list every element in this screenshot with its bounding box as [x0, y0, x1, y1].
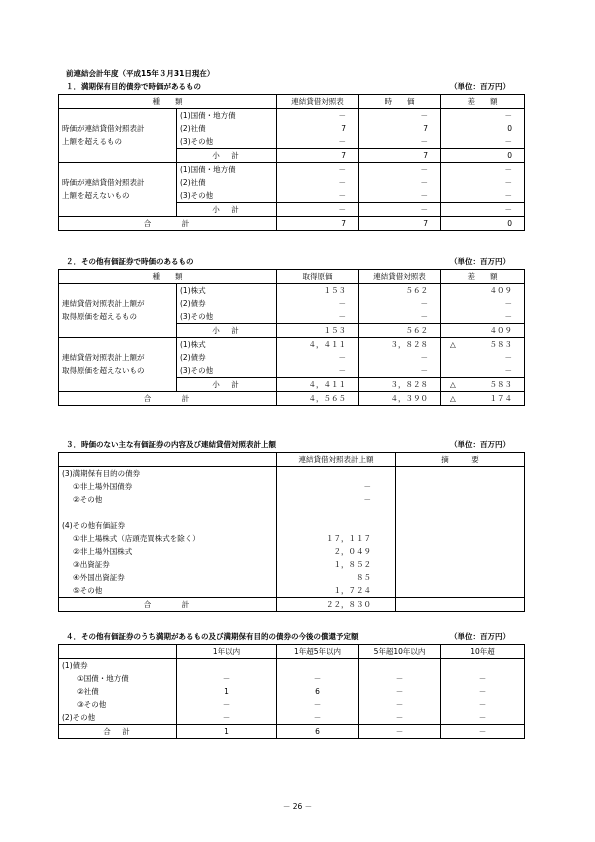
- cell: －: [277, 297, 359, 310]
- cell: [277, 467, 396, 481]
- section2-unit: （単位：百万円）: [450, 257, 510, 266]
- table-row: [59, 467, 525, 481]
- row-label: (3)満期保有目的の債券: [59, 467, 277, 481]
- cell: [441, 392, 525, 406]
- cell: －: [277, 310, 359, 324]
- row-label: ②非上場外国株式: [59, 545, 277, 558]
- cell: －: [359, 135, 441, 149]
- row-type: (1)株式: [177, 338, 277, 352]
- cell: ４０９: [441, 324, 525, 338]
- group-label: 連結貸借対照表計上額が: [59, 351, 177, 364]
- negative-mark: △: [450, 393, 456, 403]
- row-type: (1)国債・地方債: [177, 163, 277, 177]
- subtotal-row: [59, 324, 525, 338]
- cell: －: [359, 203, 441, 217]
- header-cell: 5年超10年以内: [359, 645, 441, 659]
- cell: ４，４１１: [277, 338, 359, 352]
- cell: －: [359, 189, 441, 203]
- row-type: (2)社債: [177, 122, 277, 135]
- cell: 0: [441, 217, 525, 231]
- section2-table: [58, 269, 525, 406]
- row-type: (3)その他: [177, 189, 277, 203]
- cell: 0: [441, 122, 525, 135]
- cell: －: [441, 297, 525, 310]
- cell: ３，８２８: [359, 338, 441, 352]
- header-cell: 10年超: [441, 645, 525, 659]
- negative-mark: △: [450, 339, 456, 349]
- table-row: [59, 122, 525, 135]
- table-row: [59, 163, 525, 177]
- row-label: (1)債券: [59, 659, 177, 673]
- cell: －: [441, 310, 525, 324]
- cell: 1: [177, 725, 277, 739]
- cell: [441, 378, 525, 392]
- cell-value: ５８３: [489, 339, 512, 349]
- table-row: [59, 135, 525, 149]
- total-row: [59, 598, 525, 612]
- cell: [277, 506, 396, 519]
- cell: [277, 659, 359, 673]
- row-type: (2)債券: [177, 351, 277, 364]
- header-cell: 連結貸借対照表計上額: [277, 453, 396, 467]
- cell: －: [277, 189, 359, 203]
- cell: －: [359, 109, 441, 123]
- section2-title: ２．その他有価証券で時価のあるもの: [66, 257, 194, 266]
- section3-table: [58, 452, 525, 612]
- table-row: [59, 672, 525, 685]
- table-row: [59, 176, 525, 189]
- cell: [441, 659, 525, 673]
- header-cell: 種 類: [59, 95, 277, 109]
- cell: 6: [277, 725, 359, 739]
- table-row: [59, 659, 525, 673]
- group-label: 取得原価を超えるもの: [59, 310, 177, 324]
- cell: －: [359, 685, 441, 698]
- period-label: 前連結会計年度（平成15年３月31日現在）: [66, 69, 215, 78]
- cell: －: [359, 176, 441, 189]
- total-label: 合 計: [59, 392, 277, 406]
- table-row: [59, 351, 525, 364]
- table-row: [59, 297, 525, 310]
- section1-unit: （単位：百万円）: [450, 82, 510, 91]
- cell: －: [441, 163, 525, 177]
- row-type: (1)国債・地方債: [177, 109, 277, 123]
- cell: －: [277, 163, 359, 177]
- cell: ４０９: [441, 284, 525, 298]
- cell-value: １７４: [489, 393, 512, 403]
- subtotal-row: [59, 149, 525, 163]
- table-row: [59, 109, 525, 123]
- total-row: [59, 725, 525, 739]
- table-row: [59, 493, 525, 506]
- cell: ４，３９０: [359, 392, 441, 406]
- cell: ５６２: [359, 324, 441, 338]
- group-label: 上額を超えないもの: [59, 189, 177, 203]
- cell: １，７２４: [277, 584, 396, 598]
- table-row: [59, 284, 525, 298]
- cell: －: [441, 685, 525, 698]
- row-label: ②社債: [59, 685, 177, 698]
- cell: －: [441, 364, 525, 378]
- cell: －: [441, 203, 525, 217]
- cell: －: [177, 698, 277, 711]
- cell: －: [441, 698, 525, 711]
- cell: ４，５６５: [277, 392, 359, 406]
- row-label: ①非上場外国債券: [59, 480, 277, 493]
- cell: －: [441, 725, 525, 739]
- section4-title: ４．その他有価証券のうち満期があるもの及び満期保有目的の債券の今後の償還予定額: [66, 632, 359, 641]
- cell: １７，１１７: [277, 532, 396, 545]
- cell: －: [441, 672, 525, 685]
- header-cell: 1年以内: [177, 645, 277, 659]
- header-cell: 1年超5年以内: [277, 645, 359, 659]
- cell: 7: [277, 122, 359, 135]
- cell: 0: [441, 149, 525, 163]
- cell: －: [277, 493, 396, 506]
- table-row: [59, 310, 525, 324]
- table-header-row: [59, 453, 525, 467]
- cell: １５３: [277, 284, 359, 298]
- cell: －: [359, 711, 441, 725]
- cell-value: ５８３: [489, 379, 512, 389]
- group-label: 時価が連結貸借対照表計: [59, 176, 177, 189]
- row-label: ②その他: [59, 493, 277, 506]
- section4-unit: （単位：百万円）: [450, 632, 510, 641]
- row-label: ③その他: [59, 698, 177, 711]
- cell: －: [277, 364, 359, 378]
- row-type: (1)株式: [177, 284, 277, 298]
- cell: 7: [277, 149, 359, 163]
- total-label: 合 計: [59, 725, 177, 739]
- header-cell: 摘 要: [396, 453, 525, 467]
- row-label: ①国債・地方債: [59, 672, 177, 685]
- cell: －: [441, 711, 525, 725]
- cell: ５６２: [359, 284, 441, 298]
- table-row: [59, 532, 525, 545]
- table-row: [59, 545, 525, 558]
- table-row: [59, 685, 525, 698]
- section4-table: [58, 644, 525, 739]
- cell: －: [441, 189, 525, 203]
- table-row: [59, 338, 525, 352]
- row-label: (2)その他: [59, 711, 177, 725]
- row-label: ③出資証券: [59, 558, 277, 571]
- cell: －: [277, 711, 359, 725]
- cell: －: [277, 135, 359, 149]
- subtotal-label: 小 計: [177, 324, 277, 338]
- subtotal-row: [59, 203, 525, 217]
- table-row: [59, 364, 525, 378]
- cell: －: [359, 698, 441, 711]
- cell: [359, 659, 441, 673]
- cell: －: [277, 176, 359, 189]
- header-cell: 差 額: [441, 95, 525, 109]
- cell: －: [359, 672, 441, 685]
- group-label: [59, 163, 177, 177]
- table-row: [59, 558, 525, 571]
- total-row: [59, 392, 525, 406]
- cell: －: [441, 176, 525, 189]
- cell: －: [359, 725, 441, 739]
- cell: －: [277, 672, 359, 685]
- table-header-row: [59, 270, 525, 284]
- cell: －: [441, 109, 525, 123]
- table-header-row: [59, 645, 525, 659]
- row-label: [59, 506, 277, 519]
- cell: －: [441, 351, 525, 364]
- cell: －: [277, 351, 359, 364]
- group-label: 上額を超えるもの: [59, 135, 177, 149]
- cell: 7: [359, 122, 441, 135]
- cell: １，８５２: [277, 558, 396, 571]
- total-row: [59, 217, 525, 231]
- section1-title: １．満期保有目的債券で時価があるもの: [66, 82, 201, 91]
- cell: ８５: [277, 571, 396, 584]
- table-row: [59, 519, 525, 532]
- total-label: 合 計: [59, 217, 277, 231]
- cell: [441, 338, 525, 352]
- group-label: 時価が連結貸借対照表計: [59, 122, 177, 135]
- table-row: [59, 571, 525, 584]
- total-label: 合 計: [59, 598, 277, 612]
- cell: －: [177, 711, 277, 725]
- cell: ３，８２８: [359, 378, 441, 392]
- row-type: (2)社債: [177, 176, 277, 189]
- cell: －: [359, 297, 441, 310]
- cell: －: [359, 163, 441, 177]
- subtotal-label: 小 計: [177, 378, 277, 392]
- row-label: (4)その他有価証券: [59, 519, 277, 532]
- cell: －: [359, 351, 441, 364]
- section3-title: ３．時価のない主な有価証券の内容及び連結貸借対照表計上額: [66, 440, 276, 449]
- group-label: [59, 109, 177, 123]
- header-cell: 連結貸借対照表: [277, 95, 359, 109]
- cell: ２，０４９: [277, 545, 396, 558]
- cell: 6: [277, 685, 359, 698]
- table-row: [59, 711, 525, 725]
- header-cell: 差 額: [441, 270, 525, 284]
- row-label: ④外国出資証券: [59, 571, 277, 584]
- cell: －: [277, 480, 396, 493]
- cell: －: [277, 698, 359, 711]
- cell: １５３: [277, 324, 359, 338]
- negative-mark: △: [450, 379, 456, 389]
- section3-unit: （単位：百万円）: [450, 440, 510, 449]
- row-type: (3)その他: [177, 364, 277, 378]
- cell: [177, 659, 277, 673]
- row-type: (3)その他: [177, 135, 277, 149]
- cell: 1: [177, 685, 277, 698]
- row-type: (3)その他: [177, 310, 277, 324]
- cell: －: [177, 672, 277, 685]
- row-type: (2)債券: [177, 297, 277, 310]
- row-label: ①非上場株式（店頭売買株式を除く）: [59, 532, 277, 545]
- subtotal-label: 小 計: [177, 149, 277, 163]
- page-number: － 26 －: [282, 802, 313, 811]
- cell: －: [359, 364, 441, 378]
- section1-table: [58, 94, 525, 231]
- cell: －: [359, 310, 441, 324]
- cell: －: [277, 203, 359, 217]
- row-label: ⑤その他: [59, 584, 277, 598]
- table-row: [59, 506, 525, 519]
- cell: －: [277, 109, 359, 123]
- table-row: [59, 189, 525, 203]
- table-row: [59, 584, 525, 598]
- cell: [277, 519, 396, 532]
- header-cell: 時 価: [359, 95, 441, 109]
- cell: －: [441, 135, 525, 149]
- header-cell: 種 類: [59, 270, 277, 284]
- cell: 7: [359, 149, 441, 163]
- cell: 7: [359, 217, 441, 231]
- header-cell: 連結貸借対照表: [359, 270, 441, 284]
- header-cell: 取得原価: [277, 270, 359, 284]
- group-label: 取得原価を超えないもの: [59, 364, 177, 378]
- table-row: [59, 698, 525, 711]
- cell: ４，４１１: [277, 378, 359, 392]
- subtotal-label: 小 計: [177, 203, 277, 217]
- table-header-row: [59, 95, 525, 109]
- table-row: [59, 480, 525, 493]
- subtotal-row: [59, 378, 525, 392]
- cell: ２２，８３０: [277, 598, 396, 612]
- group-label: 連結貸借対照表計上額が: [59, 297, 177, 310]
- cell: 7: [277, 217, 359, 231]
